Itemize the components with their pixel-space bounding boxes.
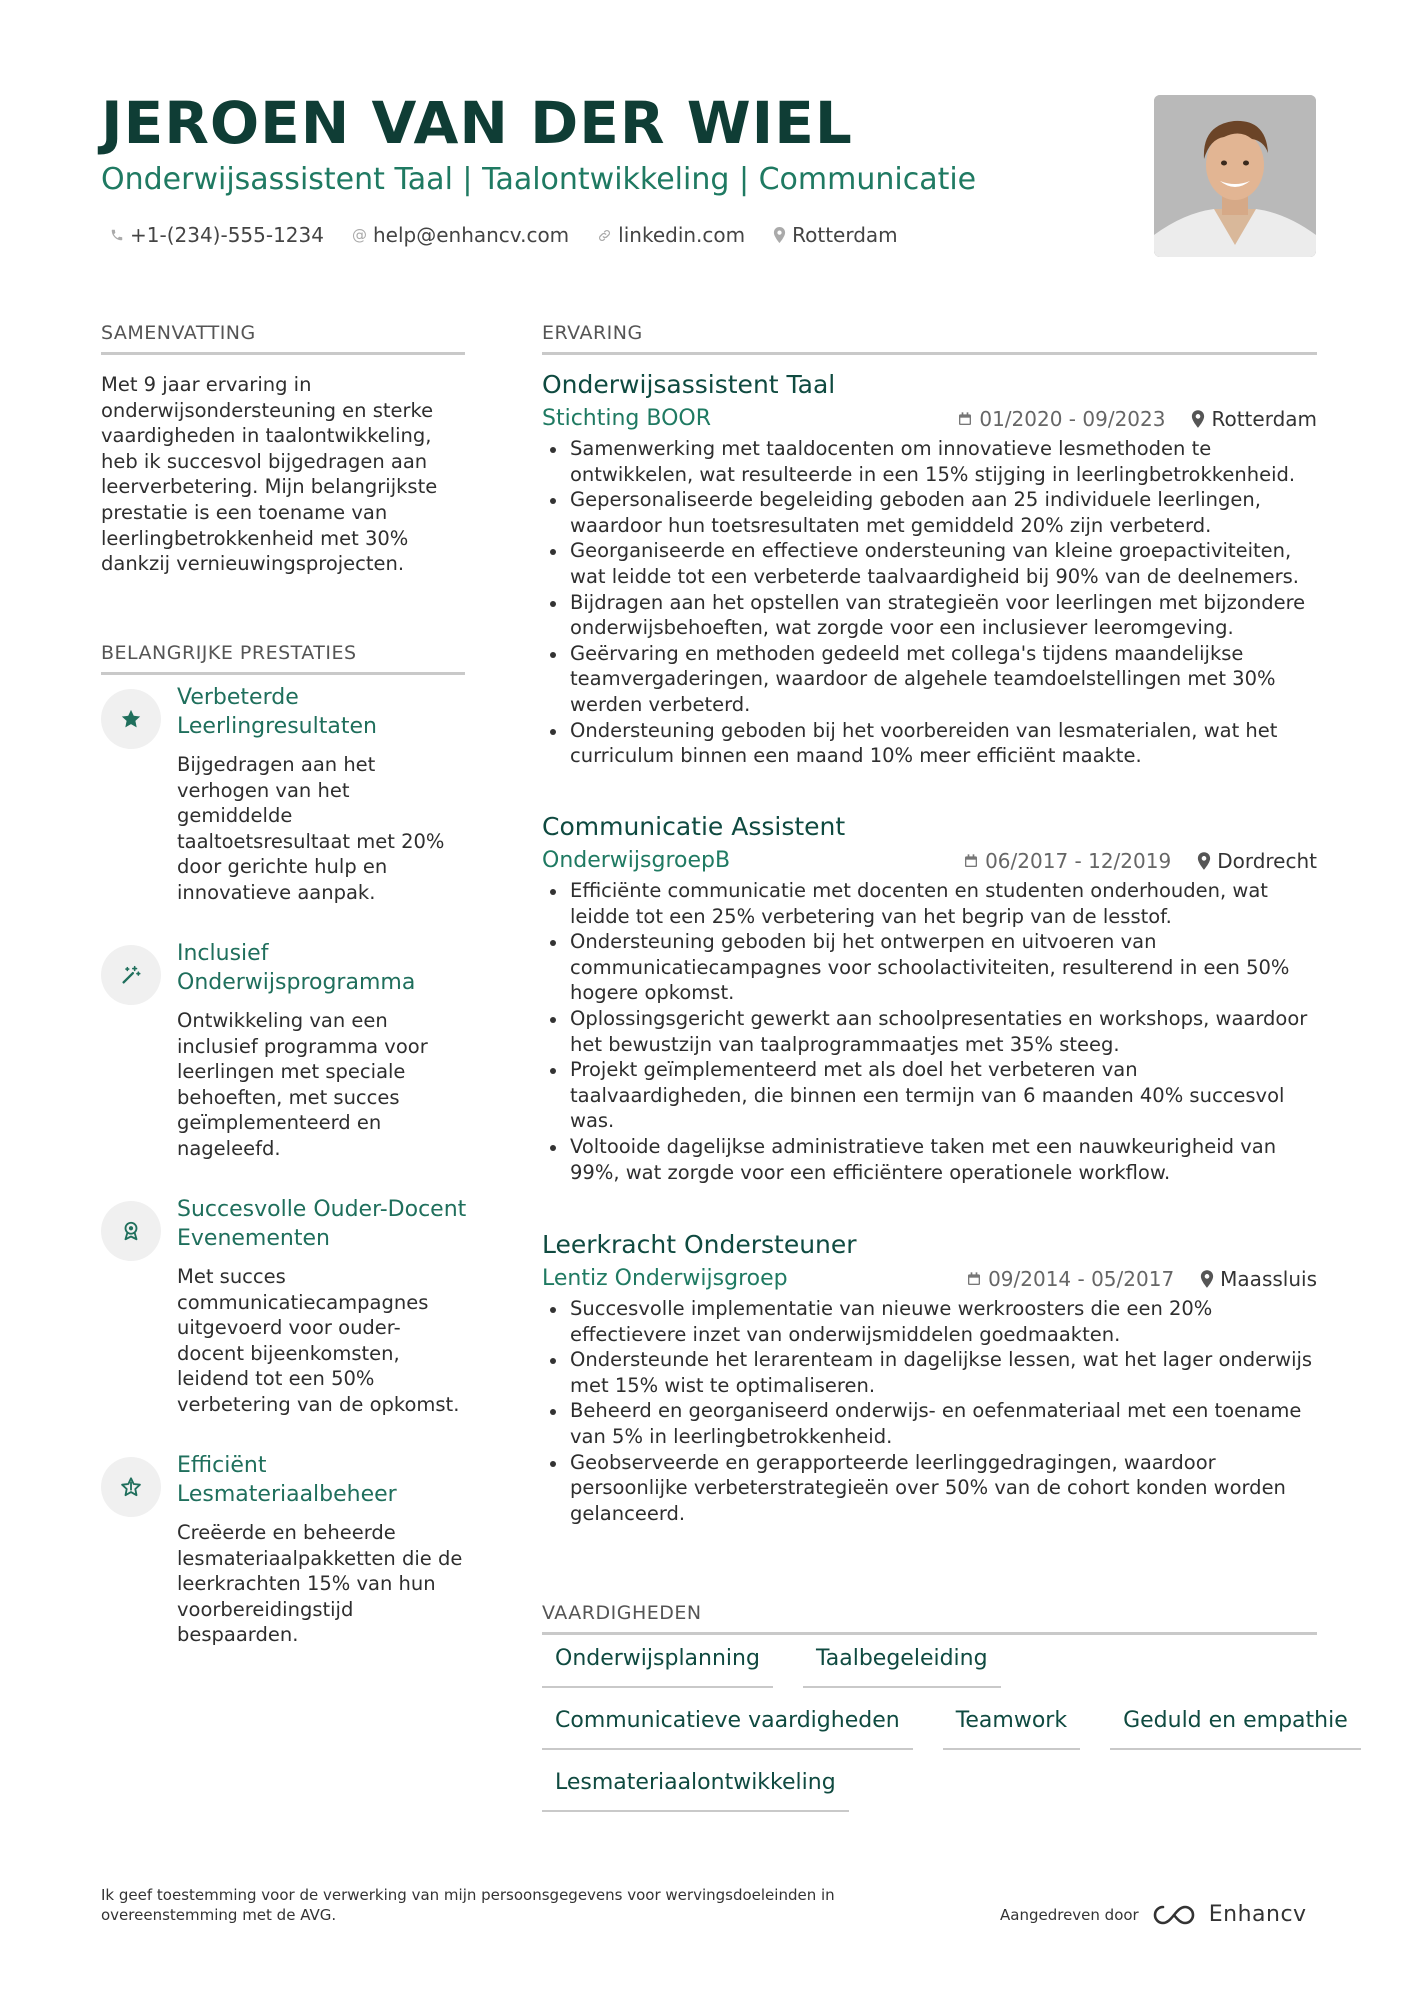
job-title: Onderwijsassistent Taal xyxy=(542,370,836,399)
consent-text: Ik geef toestemming voor de verwerking van mijn persoonsgegevens voor wervingsdoeleinden in overeenstemming met de AVG. xyxy=(101,1886,835,1924)
skills-heading: VAARDIGHEDEN xyxy=(542,1600,1317,1635)
skills-row xyxy=(542,1702,1348,1750)
achievement-badge xyxy=(101,689,161,749)
contact-location xyxy=(773,220,898,250)
contact-phone[interactable] xyxy=(110,220,324,250)
skill-tag: Communicatieve vaardigheden xyxy=(542,1702,913,1750)
achievement-badge xyxy=(101,1457,161,1517)
job-bullets xyxy=(542,1296,1317,1526)
location-pin-icon xyxy=(1197,852,1211,870)
job-bullet: Gepersonaliseerde begeleiding geboden aan 25 individuele leerlingen, waardoor hun toetsresultaten met gemiddeld 20% zijn verbeterd. xyxy=(542,487,1317,538)
achievement-title: Inclusief Onderwijsprogramma xyxy=(177,941,416,995)
job-bullet: Voltooide dagelijkse administratieve taken met een nauwkeurigheid van 99%, wat zorgde voor een efficiëntere operationele workflow. xyxy=(542,1134,1317,1185)
skill-tag: Onderwijsplanning xyxy=(542,1640,773,1688)
job-bullets xyxy=(542,436,1317,769)
job-bullet: Ondersteuning geboden bij het voorbereiden van lesmaterialen, wat het curriculum binnen een maand 10% meer efficiënt maakte. xyxy=(542,718,1317,769)
job-title: Leerkracht Ondersteuner xyxy=(542,1230,857,1259)
achievement-description: Bijgedragen aan het verhogen van het gemiddelde taaltoetsresultaat met 20% door gerichte hulp en innovatieve aanpak. xyxy=(177,753,445,904)
job-bullet: Projekt geïmplementeerd met als doel het verbeteren van taalvaardigheden, die binnen een termijn van 6 maanden 40% succesvol was. xyxy=(542,1057,1317,1134)
job-entry xyxy=(542,810,1317,1185)
location-pin-icon xyxy=(1191,410,1205,428)
job-dates-text: 09/2014 - 05/2017 xyxy=(988,1267,1175,1291)
job-bullet: Ondersteunde het lerarenteam in dagelijkse lessen, wat het lager onderwijs met 15% wist te optimaliseren. xyxy=(542,1347,1317,1398)
enhancv-brand: Enhancv xyxy=(1208,1902,1307,1927)
achievement-description: Creëerde en beheerde lesmateriaalpakketten die de leerkrachten 15% van hun voorbereidingstijd bespaarden. xyxy=(177,1521,463,1647)
calendar-icon xyxy=(963,853,979,869)
job-location-text: Rotterdam xyxy=(1211,407,1317,431)
job-title: Communicatie Assistent xyxy=(542,812,846,841)
achievement-title: Succesvolle Ouder-Docent Evenementen xyxy=(177,1197,467,1251)
job-dates-text: 06/2017 - 12/2019 xyxy=(985,849,1172,873)
job-location xyxy=(1200,1262,1317,1296)
contact-linkedin[interactable] xyxy=(597,220,745,250)
email-text: help@enhancv.com xyxy=(372,223,570,247)
enhancv-logo-icon xyxy=(1151,1903,1197,1927)
job-location xyxy=(1191,402,1317,436)
skill-tag: Lesmateriaalontwikkeling xyxy=(542,1764,849,1812)
job-bullet: Efficiënte communicatie met docenten en studenten onderhouden, wat leidde tot een 25% verbetering van het begrip van de lesstof. xyxy=(542,878,1317,929)
job-bullet: Geërvaring en methoden gedeeld met collega's tijdens maandelijkse teamvergaderingen, waardoor de algehele teamdoelstellingen met 30% werden verbeterd. xyxy=(542,641,1317,718)
calendar-icon xyxy=(957,411,973,427)
phone-text: +1-(234)-555-1234 xyxy=(130,223,324,247)
job-company: Lentiz Onderwijsgroep xyxy=(542,1266,788,1291)
job-bullet: Oplossingsgericht gewerkt aan schoolpresentaties en workshops, waardoor het bewustzijn van taalprogrammaatjes met 35% steeg. xyxy=(542,1006,1317,1057)
profile-photo xyxy=(1154,95,1316,257)
job-location-text: Maassluis xyxy=(1220,1267,1317,1291)
job-bullet: Georganiseerde en effectieve ondersteuning van kleine groepactiviteiten, wat leidde tot een verbeterde taalvaardigheid bij 90% van de deelnemers. xyxy=(542,538,1317,589)
star-icon xyxy=(120,708,142,730)
magic-wand-icon xyxy=(120,964,142,986)
achievements-heading: BELANGRIJKE PRESTATIES xyxy=(101,640,465,675)
link-icon xyxy=(597,228,612,243)
powered-by[interactable] xyxy=(1000,1902,1307,1927)
achievement-title: Verbeterde Leerlingresultaten xyxy=(177,685,377,739)
achievement-title: Efficiënt Lesmateriaalbeheer xyxy=(177,1453,397,1507)
job-dates xyxy=(966,1262,1174,1296)
skill-tag: Taalbegeleiding xyxy=(803,1640,1001,1688)
phone-icon xyxy=(110,228,124,242)
job-bullet: Succesvolle implementatie van nieuwe werkroosters die een 20% effectievere inzet van onderwijsmiddelen goedmaakten. xyxy=(542,1296,1317,1347)
achievement-description: Ontwikkeling van een inclusief programma voor leerlingen met speciale behoeften, met succes geïmplementeerd en nageleefd. xyxy=(177,1009,428,1160)
calendar-icon xyxy=(966,1271,982,1287)
job-entry xyxy=(542,1228,1317,1526)
job-bullet: Samenwerking met taaldocenten om innovatieve lesmethoden te ontwikkelen, wat resulteerde in een 15% stijging in leerlingbetrokkenheid. xyxy=(542,436,1317,487)
contact-bar xyxy=(110,220,898,250)
experience-heading: ERVARING xyxy=(542,320,1317,355)
award-icon xyxy=(120,1220,142,1242)
job-bullet: Geobserveerde en gerapporteerde leerlinggedragingen, waardoor persoonlijke verbeterstrategieën over 50% van de cohort konden worden gelanceerd. xyxy=(542,1450,1317,1527)
achievement-description: Met succes communicatiecampagnes uitgevoerd voor ouder-docent bijeenkomsten, leidend tot een 50% verbetering van de opkomst. xyxy=(177,1265,460,1416)
job-entry xyxy=(542,368,1317,769)
person-portrait-icon xyxy=(1154,95,1316,257)
job-dates xyxy=(963,844,1171,878)
job-company: OnderwijsgroepB xyxy=(542,848,731,873)
job-location-text: Dordrecht xyxy=(1217,849,1317,873)
linkedin-text: linkedin.com xyxy=(618,223,746,247)
star-outline-icon xyxy=(120,1476,142,1498)
summary-heading: SAMENVATTING xyxy=(101,320,465,355)
location-pin-icon xyxy=(1200,1270,1214,1288)
job-bullet: Bijdragen aan het opstellen van strategieën voor leerlingen met bijzondere onderwijsbehoeften, wat zorgde voor een inclusiever leeromgeving. xyxy=(542,590,1317,641)
job-dates-text: 01/2020 - 09/2023 xyxy=(979,407,1166,431)
job-company: Stichting BOOR xyxy=(542,406,712,431)
achievement-badge xyxy=(101,1201,161,1261)
candidate-name: JEROEN VAN DER WIEL xyxy=(101,89,853,157)
job-bullet: Ondersteuning geboden bij het ontwerpen en uitvoeren van communicatiecampagnes voor schoolactiviteiten, resulterend in een 50% hogere opkomst. xyxy=(542,929,1317,1006)
contact-email[interactable] xyxy=(352,220,569,250)
summary-text: Met 9 jaar ervaring in onderwijsondersteuning en sterke vaardigheden in taalontwikkeling, heb ik succesvol bijgedragen aan leerverbetering. Mijn belangrijkste prestatie is een toename van leerlingbetrokkenheid met 30% dankzij vernieuwingsprojecten. xyxy=(101,373,438,576)
skills-list xyxy=(542,1640,1348,1826)
powered-by-label: Aangedreven door xyxy=(1000,1905,1139,1924)
skill-tag: Teamwork xyxy=(943,1702,1080,1750)
job-dates xyxy=(957,402,1165,436)
skills-row xyxy=(542,1764,1317,1812)
skill-tag: Geduld en empathie xyxy=(1110,1702,1361,1750)
location-pin-icon xyxy=(773,227,786,243)
job-bullets xyxy=(542,878,1317,1185)
skills-row xyxy=(542,1640,1317,1688)
at-icon: @ xyxy=(351,226,367,244)
job-location xyxy=(1197,844,1317,878)
job-bullet: Beheerd en georganiseerd onderwijs- en oefenmateriaal met een toename van 5% in leerlingbetrokkenheid. xyxy=(542,1398,1317,1449)
candidate-title: Onderwijsassistent Taal | Taalontwikkeling | Communicatie xyxy=(101,162,977,197)
location-text: Rotterdam xyxy=(792,223,898,247)
achievement-badge xyxy=(101,945,161,1005)
